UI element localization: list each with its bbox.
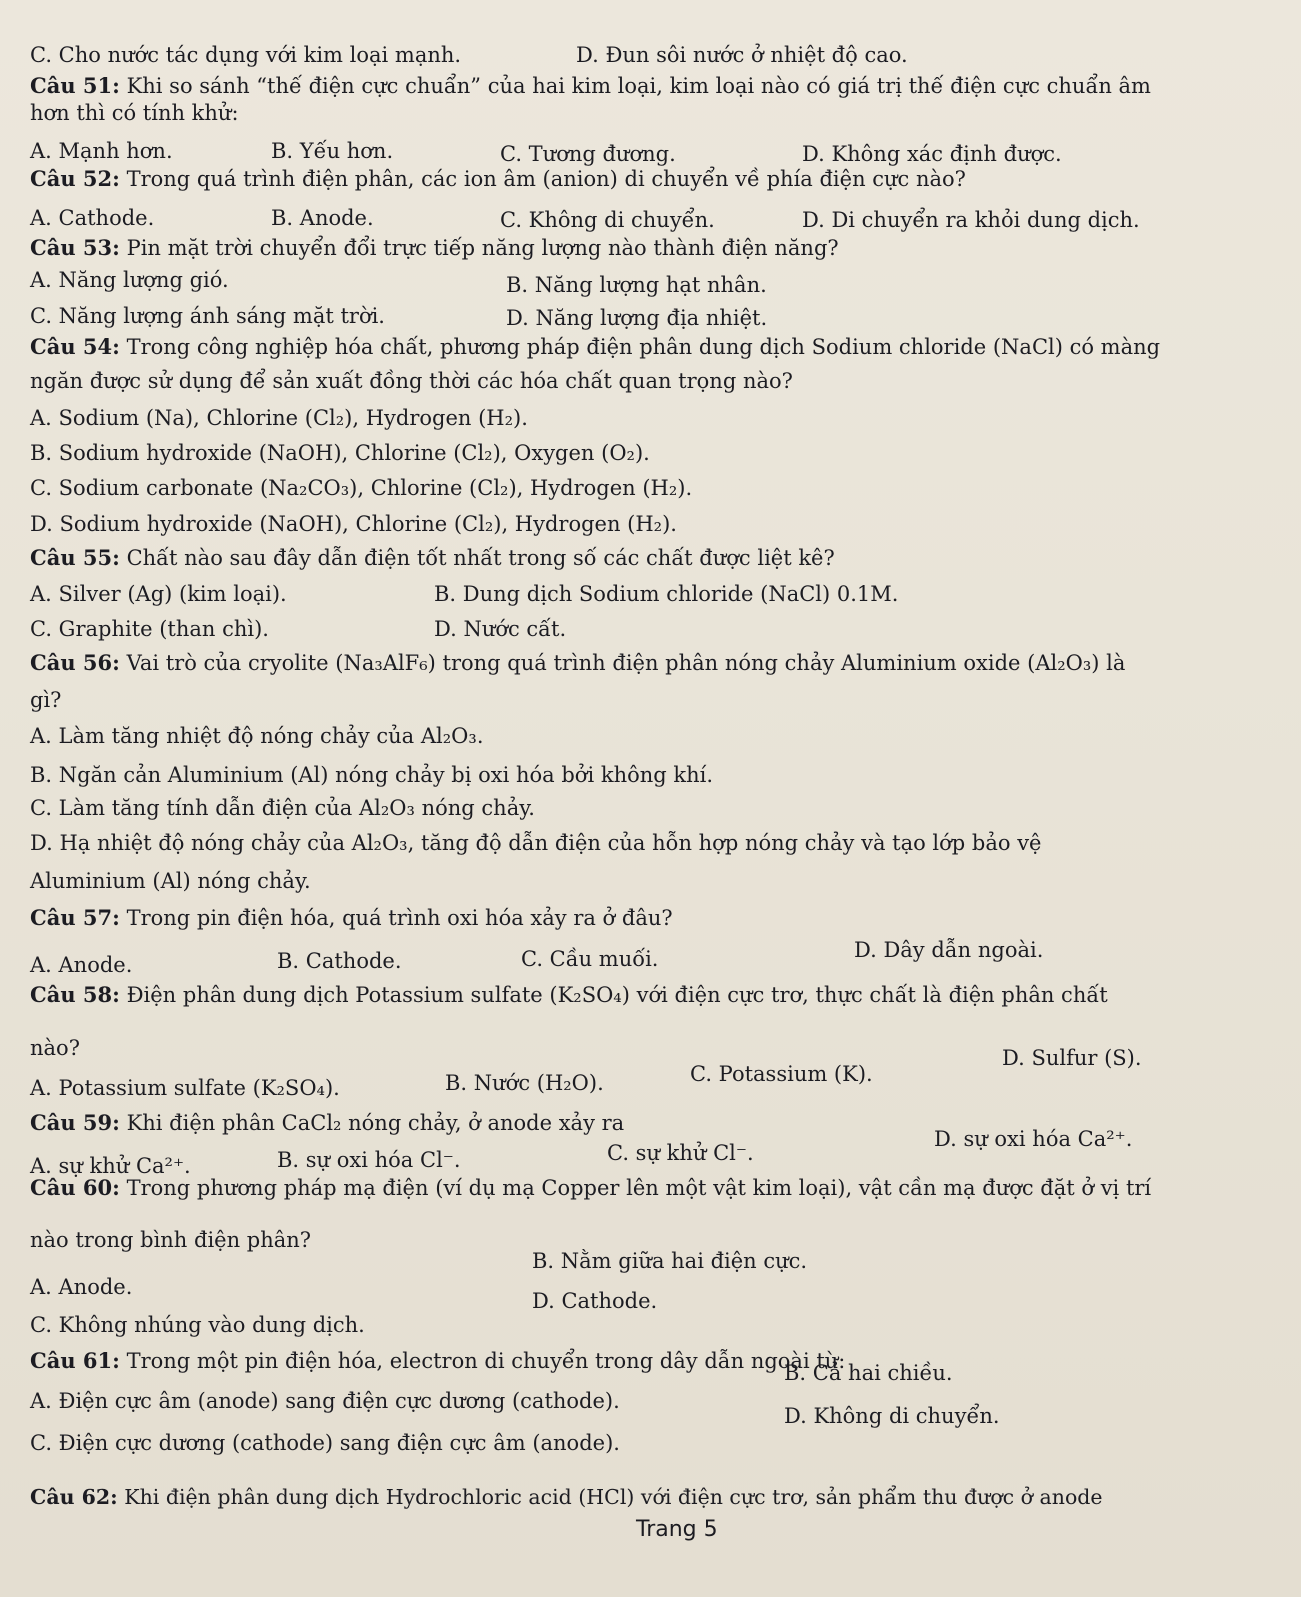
q60-label: Câu 60: [30, 1175, 120, 1200]
q61-text: Trong một pin điện hóa, electron di chuyển trong dây dẫn ngoài từ: [126, 1349, 846, 1373]
q57-label: Câu 57: [30, 905, 120, 930]
q54-option-b: B. Sodium hydroxide (NaOH), Chlorine (Cl₂), Oxygen (O₂). [30, 441, 650, 465]
page-number: Trang 5 [636, 1517, 718, 1542]
q61-option-b: B. Cả hai chiều. [784, 1361, 953, 1385]
q58-stem [30, 982, 1108, 1008]
q60-option-a: A. Anode. [30, 1275, 133, 1299]
q53-text: Pin mặt trời chuyển đổi trực tiếp năng lượng nào thành điện năng? [126, 236, 839, 260]
q53-option-c: C. Năng lượng ánh sáng mặt trời. [30, 304, 385, 328]
q61-option-d: D. Không di chuyển. [784, 1404, 1000, 1428]
q62-text: Khi điện phân dung dịch Hydrochloric acid (HCl) với điện cực trơ, sản phẩm thu được ở anode [124, 1485, 1103, 1509]
q53-option-a: A. Năng lượng gió. [30, 268, 229, 292]
q61-stem [30, 1348, 845, 1374]
q50-option-d: D. Đun sôi nước ở nhiệt độ cao. [576, 43, 908, 67]
q58-option-c: C. Potassium (K). [690, 1062, 873, 1086]
q61-option-c: C. Điện cực dương (cathode) sang điện cực âm (anode). [30, 1431, 620, 1455]
q53-option-d: D. Năng lượng địa nhiệt. [506, 306, 768, 330]
q51-option-d: D. Không xác định được. [802, 142, 1062, 166]
q52-option-c: C. Không di chuyển. [500, 208, 715, 232]
q52-label: Câu 52: [30, 166, 120, 191]
q59-label: Câu 59: [30, 1110, 120, 1135]
q52-stem [30, 166, 966, 192]
q56-stem-cont: gì? [30, 688, 62, 712]
q51-text: Khi so sánh “thế điện cực chuẩn” của hai kim loại, kim loại nào có giá trị thế điện cực chuẩn âm [126, 74, 1151, 98]
q59-option-b: B. sự oxi hóa Cl⁻. [277, 1148, 461, 1172]
q51-stem-cont: hơn thì có tính khử: [30, 101, 239, 125]
q53-option-b: B. Năng lượng hạt nhân. [506, 273, 767, 297]
q52-option-a: A. Cathode. [30, 206, 155, 230]
q58-option-d: D. Sulfur (S). [1002, 1046, 1142, 1070]
q57-option-a: A. Anode. [30, 953, 133, 977]
q57-text: Trong pin điện hóa, quá trình oxi hóa xảy ra ở đâu? [126, 906, 673, 930]
q55-stem [30, 545, 835, 571]
q61-option-a: A. Điện cực âm (anode) sang điện cực dương (cathode). [30, 1389, 620, 1413]
q58-text: Điện phân dung dịch Potassium sulfate (K₂SO₄) với điện cực trơ, thực chất là điện phân chất [126, 983, 1108, 1007]
q54-stem [30, 334, 1160, 360]
q56-label: Câu 56: [30, 650, 120, 675]
q62-stem [30, 1484, 1103, 1510]
q62-label: Câu 62: [30, 1485, 118, 1509]
q56-option-c: C. Làm tăng tính dẫn điện của Al₂O₃ nóng chảy. [30, 796, 535, 820]
q60-option-b: B. Nằm giữa hai điện cực. [532, 1249, 808, 1273]
q55-text: Chất nào sau đây dẫn điện tốt nhất trong số các chất được liệt kê? [126, 546, 835, 570]
q50-option-c: C. Cho nước tác dụng với kim loại mạnh. [30, 43, 462, 67]
q60-stem-cont: nào trong bình điện phân? [30, 1228, 312, 1252]
q55-option-b: B. Dung dịch Sodium chloride (NaCl) 0.1M. [434, 582, 899, 606]
q51-option-b: B. Yếu hơn. [271, 139, 394, 163]
q53-label: Câu 53: [30, 235, 120, 260]
q57-option-d: D. Dây dẫn ngoài. [854, 938, 1044, 962]
q59-option-a: A. sự khử Ca²⁺. [30, 1154, 191, 1178]
q60-option-d: D. Cathode. [532, 1289, 658, 1313]
q56-stem [30, 650, 1125, 676]
q52-option-b: B. Anode. [271, 206, 374, 230]
q54-option-c: C. Sodium carbonate (Na₂CO₃), Chlorine (Cl₂), Hydrogen (H₂). [30, 476, 693, 500]
q51-option-c: C. Tương đương. [500, 142, 676, 166]
q55-option-c: C. Graphite (than chì). [30, 617, 269, 641]
q57-option-c: C. Cầu muối. [521, 947, 659, 971]
q56-option-a: A. Làm tăng nhiệt độ nóng chảy của Al₂O₃. [30, 724, 484, 748]
q58-option-a: A. Potassium sulfate (K₂SO₄). [30, 1076, 340, 1100]
q51-option-a: A. Mạnh hơn. [30, 139, 173, 163]
q51-label: Câu 51: [30, 73, 120, 98]
q60-option-c: C. Không nhúng vào dung dịch. [30, 1313, 365, 1337]
q60-text: Trong phương pháp mạ điện (ví dụ mạ Copper lên một vật kim loại), vật cần mạ được đặt ở vị trí [126, 1176, 1152, 1200]
q54-option-d: D. Sodium hydroxide (NaOH), Chlorine (Cl₂), Hydrogen (H₂). [30, 512, 677, 536]
q58-label: Câu 58: [30, 982, 120, 1007]
q53-stem [30, 235, 839, 261]
q56-option-b: B. Ngăn cản Aluminium (Al) nóng chảy bị oxi hóa bởi không khí. [30, 763, 714, 787]
q56-text: Vai trò của cryolite (Na₃AlF₆) trong quá trình điện phân nóng chảy Aluminium oxide (Al₂O₃) là [126, 651, 1126, 675]
q59-text: Khi điện phân CaCl₂ nóng chảy, ở anode xảy ra [126, 1111, 625, 1135]
q55-label: Câu 55: [30, 545, 120, 570]
q54-stem-cont: ngăn được sử dụng để sản xuất đồng thời các hóa chất quan trọng nào? [30, 369, 793, 393]
q59-stem [30, 1110, 624, 1136]
q60-stem [30, 1175, 1151, 1201]
q55-option-a: A. Silver (Ag) (kim loại). [30, 582, 287, 606]
q59-option-d: D. sự oxi hóa Ca²⁺. [934, 1127, 1133, 1151]
q54-text: Trong công nghiệp hóa chất, phương pháp điện phân dung dịch Sodium chloride (NaCl) có màng [126, 335, 1161, 359]
q59-option-c: C. sự khử Cl⁻. [607, 1141, 754, 1165]
q51-stem [30, 73, 1151, 99]
q61-label: Câu 61: [30, 1348, 120, 1373]
q52-text: Trong quá trình điện phân, các ion âm (anion) di chuyển về phía điện cực nào? [126, 167, 966, 191]
q52-option-d: D. Di chuyển ra khỏi dung dịch. [802, 208, 1140, 232]
q54-option-a: A. Sodium (Na), Chlorine (Cl₂), Hydrogen (H₂). [30, 406, 528, 430]
q55-option-d: D. Nước cất. [434, 617, 567, 641]
q56-option-d-cont: Aluminium (Al) nóng chảy. [30, 869, 311, 893]
q57-option-b: B. Cathode. [277, 949, 402, 973]
q54-label: Câu 54: [30, 334, 120, 359]
q57-stem [30, 905, 673, 931]
q56-option-d: D. Hạ nhiệt độ nóng chảy của Al₂O₃, tăng độ dẫn điện của hỗn hợp nóng chảy và tạo lớp bảo vệ [30, 831, 1042, 855]
q58-option-b: B. Nước (H₂O). [445, 1071, 604, 1095]
q58-stem-cont: nào? [30, 1036, 80, 1060]
